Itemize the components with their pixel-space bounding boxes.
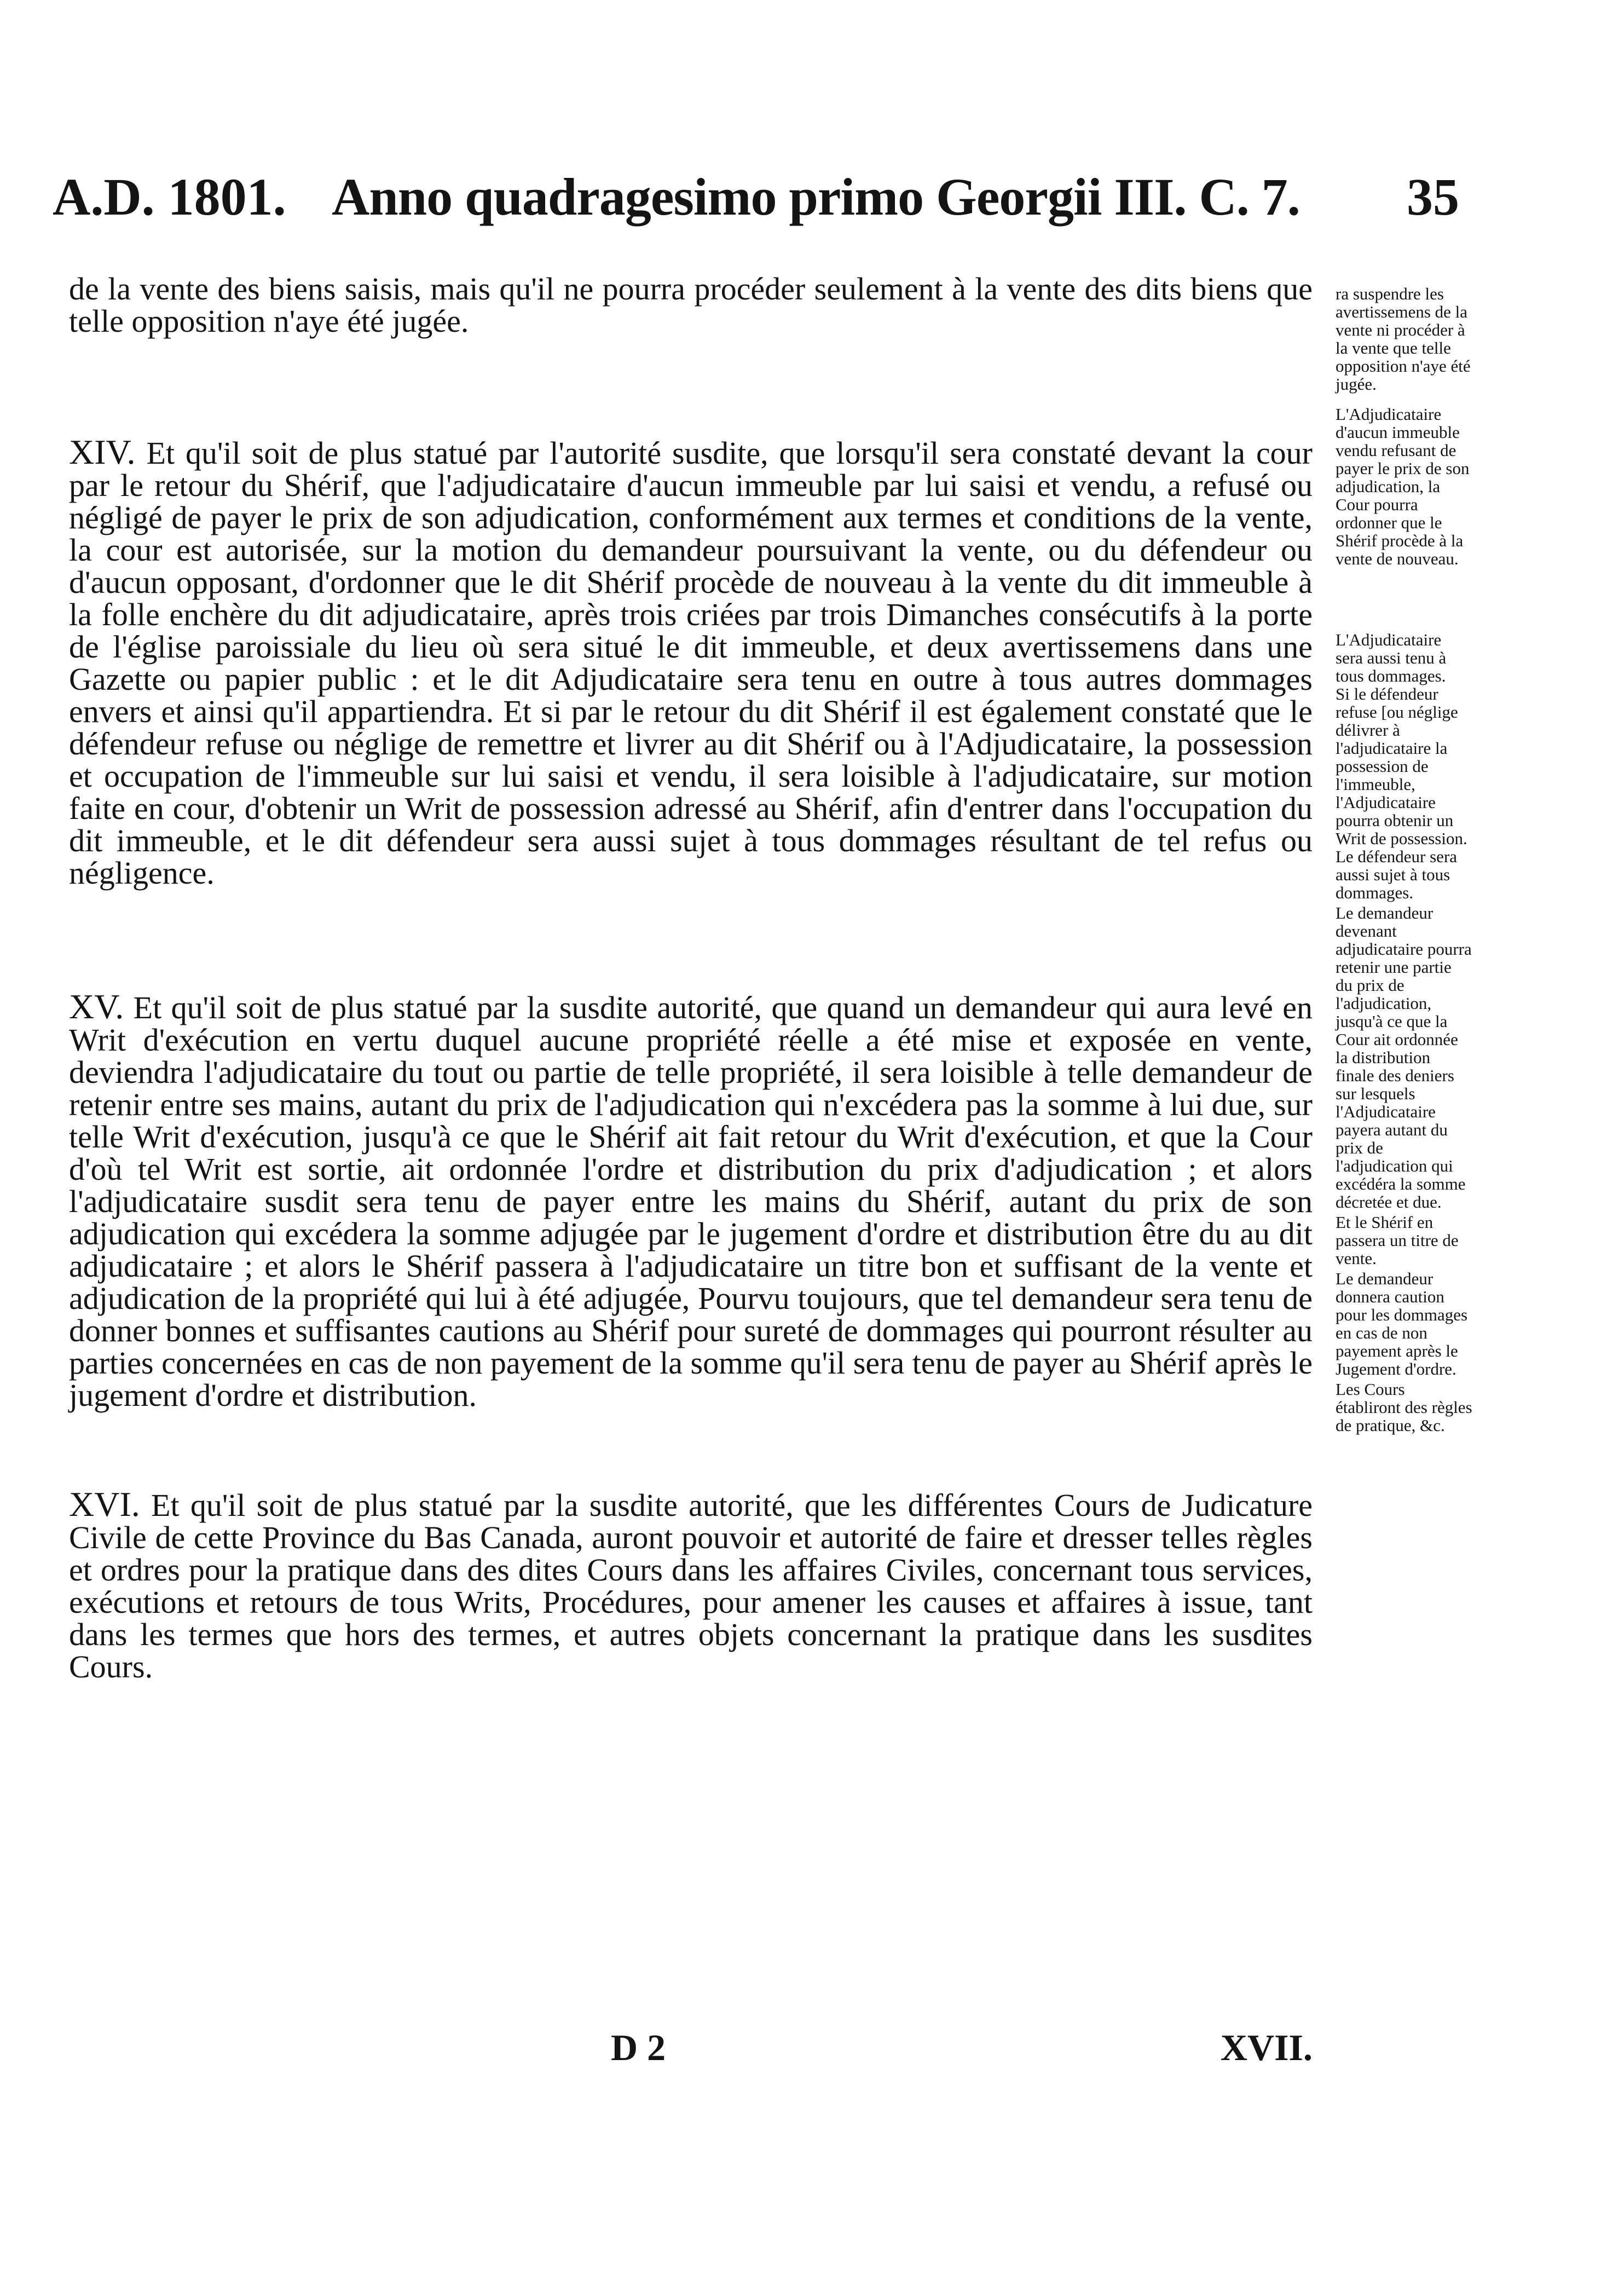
catchword: XVII. <box>1220 2027 1313 2068</box>
margin-note: Le demandeur donnera caution pour les dommages en cas de non payement après le Jugement d'ordre. <box>1336 1269 1468 1378</box>
section-xiv <box>69 432 1313 891</box>
spacer <box>69 889 1313 990</box>
section-text: Et qu'il soit de plus statué par la susdite autorité, que quand un demandeur qui aura levé en Writ d'exécution en vertu duquel aucune propriété réelle a été mise et exposée en vente, deviendra l'adjudicataire du tout ou partie de telle propriété, il sera loisible à telle demandeur de retenir entre ses mains, autant du prix de l'adjudication qui n'excédera pas la somme à lui due, sur telle Writ d'exécution, jusqu'à ce que le Shérif ait fait retour du Writ d'exécution, et que la Cour d'où tel Writ est sortie, ait ordonnée l'ordre et distribution du prix d'adjudication ; et alors l'adjudicataire susdit sera tenu de payer entre les mains du Shérif, autant du prix de son adjudication qui excédera la somme adjugée par le jugement d'ordre et distribution être du au dit adjudicataire ; et alors le Shérif passera à l'adjudicataire un titre bon et suffisant de la vente et adjudication de la propriété qui lui à été adjugée, Pourvu toujours, que tel demandeur sera tenu de donner bonnes et suffisantes cautions au Shérif pour sureté de dommages qui pourront résulter au parties concernées en cas de non payement de la somme qu'il sera tenu de payer au Shérif après le jugement d'ordre et distribution. <box>69 990 1313 1413</box>
section-xvi <box>69 1485 1313 1684</box>
page-footer <box>69 2026 1313 2069</box>
section-xv <box>69 987 1313 1413</box>
margin-note: ra suspendre les avertissemens de la vente ni procéder à la vente que telle opposition n'aye été jugée. <box>1336 284 1471 394</box>
spacer <box>69 1411 1313 1488</box>
paragraph-intro: de la vente des biens saisis, mais qu'il ne pourra procéder seulement à la vente des dits biens que telle opposition n'aye été jugée. <box>69 271 1313 339</box>
margin-note: L'Adjudicataire sera aussi tenu à tous dommages. <box>1336 630 1447 685</box>
page-number: 35 <box>1407 168 1459 226</box>
main-text-column <box>69 273 1313 1683</box>
spacer <box>69 337 1313 436</box>
margin-notes <box>1336 285 1472 1434</box>
section-number: XVI. <box>69 1485 140 1524</box>
section-text: Et qu'il soit de plus statué par la susdite autorité, que les différentes Cours de Judicature Civile de cette Province du Bas Canada, auront pouvoir et autorité de faire et dresser telles règles et ordres pour la pratique dans des dites Cours dans les affaires Civiles, concernant tous services, exécutions et retours de tous Writs, Procédures, pour amener les causes et affaires à issue, tant dans les termes que hors des termes, et autres objets concernant la pratique dans les susdites Cours. <box>69 1487 1313 1684</box>
section-number: XIV. <box>69 432 136 471</box>
margin-note: L'Adjudicataire d'aucun immeuble vendu refusant de payer le prix de son adjudication, la Cour pourra ordonner que le Shérif procède à la vente de nouveau. <box>1336 405 1470 568</box>
running-header <box>53 159 1459 235</box>
section-text: Et qu'il soit de plus statué par l'autorité susdite, que lorsqu'il sera constaté devant la cour par le retour du Shérif, que l'adjudicataire d'aucun immeuble par lui saisi et vendu, a refusé ou négligé de payer le prix de son adjudication, conformément aux termes et conditions de la vente, la cour est autorisée, sur la motion du demandeur poursuivant la vente, ou du défendeur ou d'aucun opposant, d'ordonner que le dit Shérif procède de nouveau à la vente du dit immeuble à la folle enchère du dit adjudicataire, après trois criées par trois Dimanches consécutifs à la porte de l'église paroissiale du lieu où sera situé le dit immeuble, et deux avertissemens dans une Gazette ou papier public : et le dit Adjudicataire sera tenu en outre à tous autres dommages envers et ainsi qu'il appartiendra. Et si par le retour du dit Shérif il est également constaté que le défendeur refuse ou néglige de remettre et livrer au dit Shérif ou à l'Adjudicataire, la possession et occupation de l'immeuble sur lui saisi et vendu, il sera loisible à l'adjudicataire, sur motion faite en cour, d'obtenir un Writ de possession adressé au Shérif, afin d'entrer dans l'occupation du dit immeuble, et le dit défendeur sera aussi sujet à tous dommages résultant de tel refus ou négligence. <box>69 435 1313 891</box>
section-number: XV. <box>69 987 124 1026</box>
margin-note: Les Cours établiront des règles de pratique, &c. <box>1336 1380 1472 1435</box>
signature-mark: D 2 <box>611 2027 666 2068</box>
margin-note: Si le défendeur refuse [ou néglige délivrer à l'adjudicataire la possession de l'immeuble, l'Adjudicataire pourra obtenir un Writ de possession. <box>1336 684 1467 848</box>
margin-note: Le demandeur devenant adjudicataire pourra retenir une partie du prix de l'adjudication, jusqu'à ce que la Cour ait ordonnée la distribution finale des deniers sur lesquels l'Adjudicataire payera autant du prix de l'adjudication qui excédéra la somme décretée et due. <box>1336 903 1472 1212</box>
header-year: A.D. 1801. <box>53 168 286 226</box>
margin-note: Le défendeur sera aussi sujet à tous dommages. <box>1336 847 1458 902</box>
header-title: Anno quadragesimo primo Georgii III. C. 7. <box>332 168 1300 226</box>
margin-note: Et le Shérif en passera un titre de vente. <box>1336 1213 1459 1268</box>
